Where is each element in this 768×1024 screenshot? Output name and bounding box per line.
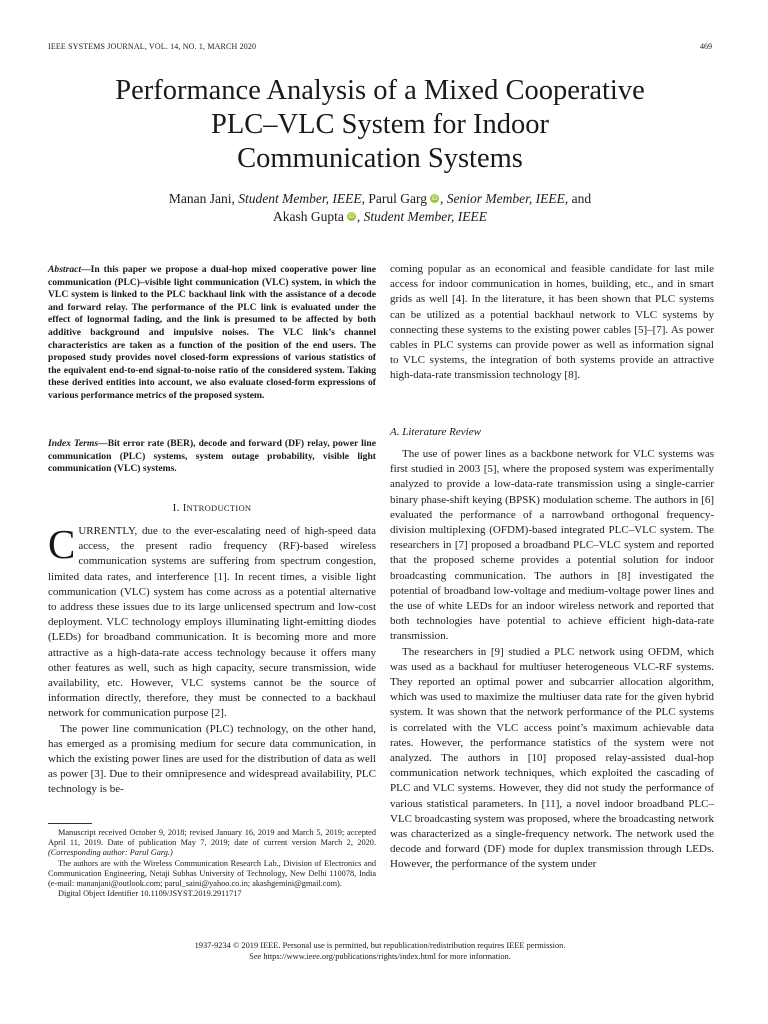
section-heading-introduction (48, 502, 376, 514)
footnote-affiliation: The authors are with the Wireless Communication Research Lab., Division of Electronics and Communication Engineering, Netaji Subhas University of Technology, New Delhi 110078, India (e-mail: mananjani@outlook.com; parul_saini@yahoo.co.in; akashgemini@gmail.com). (48, 858, 376, 889)
copyright-line-1: 1937-9234 © 2019 IEEE. Personal use is permitted, but republication/redistribution requires IEEE permission. (194, 941, 566, 950)
abstract-text: —In this paper we propose a dual-hop mixed cooperative power line communication (PLC)–visible light communication (VLC) system, in which the VLC system is linked to the PLC backhaul link with the assistance of a decode and forward relay. The performance of the PLC link is evaluated under the effect of lognormal fading, and the link is presumed to be affected by both additive background and impulsive noises. The VLC link’s channel characteristics are taken as a function of the position of the end users. The proposed study provides novel closed-form expressions of various statistics of the equivalent end-to-end signal-to-noise ratio of the considered system. Taking these derived entities into account, we also evaluate closed-form expressions of various performance metrics of the proposed system. (48, 264, 376, 401)
footnote-doi: Digital Object Identifier 10.1109/JSYST.2019.2911717 (58, 889, 242, 899)
title-line-1: Performance Analysis of a Mixed Cooperative (115, 75, 645, 106)
footnote-manuscript-text: Manuscript received October 9, 2018; revised January 16, 2019 and March 5, 2019; accepted April 11, 2019. Date of publication May 7, 2019; date of current version March 2, 2020. (48, 828, 376, 848)
page-number: 469 (700, 42, 712, 51)
orcid-icon[interactable]: iD (431, 195, 438, 202)
footnotes (48, 828, 376, 899)
intro-paragraph-1 (48, 521, 376, 722)
intro-paragraph-2: The power line communication (PLC) technology, on the other hand, has emerged as a promising medium for secure data communication, in which the existing power lines are used for the distribution of data as well as power [3]. Due to their omnipresence and widespread availability, PLC technology is be- (48, 722, 376, 796)
subsection-heading-literature-review: A. Literature Review (390, 426, 481, 438)
author-2-name: Parul Garg (368, 191, 427, 206)
footnote-corresponding: (Corresponding author: Parul Garg.) (48, 848, 173, 858)
right-paragraph-continued: coming popular as an economical and feasible candidate for last mile access for indoor communication in homes, building, etc., and in smart grids as well [4]. In the literature, it has been shown that PLC systems can be utilized as a potential backhaul network to VLC systems by connecting these systems to the existing power cables [5]–[7]. As power cables in PLC systems can provide power as well as information signal to VLC systems, the integration of both systems provide an attractive high-data-rate transmission technology [8]. (390, 263, 714, 382)
author-1-role: Student Member, IEEE (238, 191, 362, 206)
title-line-3: Communication Systems (237, 143, 523, 174)
literature-paragraph-1: The use of power lines as a backbone network for VLC systems was first studied in 2003 [5], where the proposed system was experimentally analyzed to provide a low-data-rate transmission using a single-carrier binary phase-shift keying (BPSK) modulation scheme. The authors in [6] evaluated the performance of a narrowband orthogonal frequency-division multiplexing (OFDM)-based integrated PLC–VLC system. The researchers in [7] proposed a broadband PLC–VLC system and reported that the proposed scheme provides a potential solution for indoor broadcasting communication. The authors in [8] investigated the potential of broadband low-voltage and medium-voltage power lines and the use of white LEDs for an indoor wireless network and reported that both technologies have potential to achieve efficient high-data-rate transmission. (390, 448, 714, 643)
index-terms (48, 438, 376, 476)
author-list: Manan Jani, Student Member, IEEE, Parul Garg iD , Senior Member, IEEE, and Akash Gupta iD , Student Member, IEEE (168, 191, 592, 224)
literature-paragraph-2: The researchers in [9] studied a PLC network using OFDM, which was used as a backhaul for multiuser heterogeneous VLC-RF systems. They reported an optimal power and subcarrier allocation algorithm, which was used to maximize the multiuser data rate for the given hybrid system. It was shown that the network performance of the PLC systems is correlated with the VLC access point’s maximum achievable data rates. However, the performance statistics of the system were not analyzed. The authors in [10] proposed relay-assisted dual-hop communication network techniques, which exploited the cascading of PLC and VLC systems. However, they did not study the performance of various statistical parameters. In [11], a novel indoor broadband PLC–VLC broadcasting system was proposed, where the broadcasting network was characterized as a single-frequency network. The network used the decode and forward (DF) mode for duplex transmission through LEDs. However, the performance of the system under (390, 645, 714, 871)
author-conjunction: , and (564, 191, 592, 206)
intro-paragraph-1-text: URRENTLY, due to the ever-escalating need of high-speed data access, the present radio frequency (RF)-based wireless communication systems are suffering from spectrum congestion, limited data rates, and interference [1]. In recent times, a visible light communication (VLC) system has come across as a potential alternative to address these issues due to its large unlicensed spectrum and low-cost deployment. VLC technology employs illuminating light-emitting diodes (LEDs) for broadband communication. It is becoming more and more attractive as a high-data-rate access technology because it offers many other features as well, such as high capacity, secure transmission, wide availability, etc. However, VLC systems cannot be the source of information directly, therefore, they must be connected to a backhaul network for communication purpose [2]. (48, 525, 376, 720)
introduction-body (48, 521, 376, 798)
orcid-icon[interactable]: iD (348, 213, 355, 220)
index-terms-lead: Index Terms (48, 438, 99, 449)
abstract (48, 264, 376, 403)
abstract-lead: Abstract (48, 264, 82, 275)
literature-review-body (390, 447, 714, 873)
author-3-role: Student Member, IEEE (363, 209, 487, 224)
copyright-line-2: See https://www.ieee.org/publications/rights/index.html for more information. (249, 952, 511, 961)
index-terms-text: —Bit error rate (BER), decode and forward (DF) relay, power line communication (PLC) systems, system outage probability, visible light communication (VLC) systems. (48, 438, 376, 475)
footnote-manuscript (48, 828, 376, 859)
section-title-rest: NTRODUCTION (186, 503, 252, 513)
author-1-name: Manan Jani, (168, 191, 235, 206)
running-header: IEEE SYSTEMS JOURNAL, VOL. 14, NO. 1, MARCH 2020 (48, 42, 257, 51)
drop-cap: C (48, 521, 76, 567)
section-numeral: I. I (172, 502, 187, 514)
author-2-role: Senior Member, IEEE (446, 191, 565, 206)
paper-title (48, 74, 712, 176)
right-column-continuation (390, 262, 714, 384)
copyright-notice (48, 940, 712, 962)
footnote-divider (48, 823, 92, 824)
author-3-name: Akash Gupta (273, 209, 344, 224)
title-line-2: PLC–VLC System for Indoor (210, 109, 550, 140)
